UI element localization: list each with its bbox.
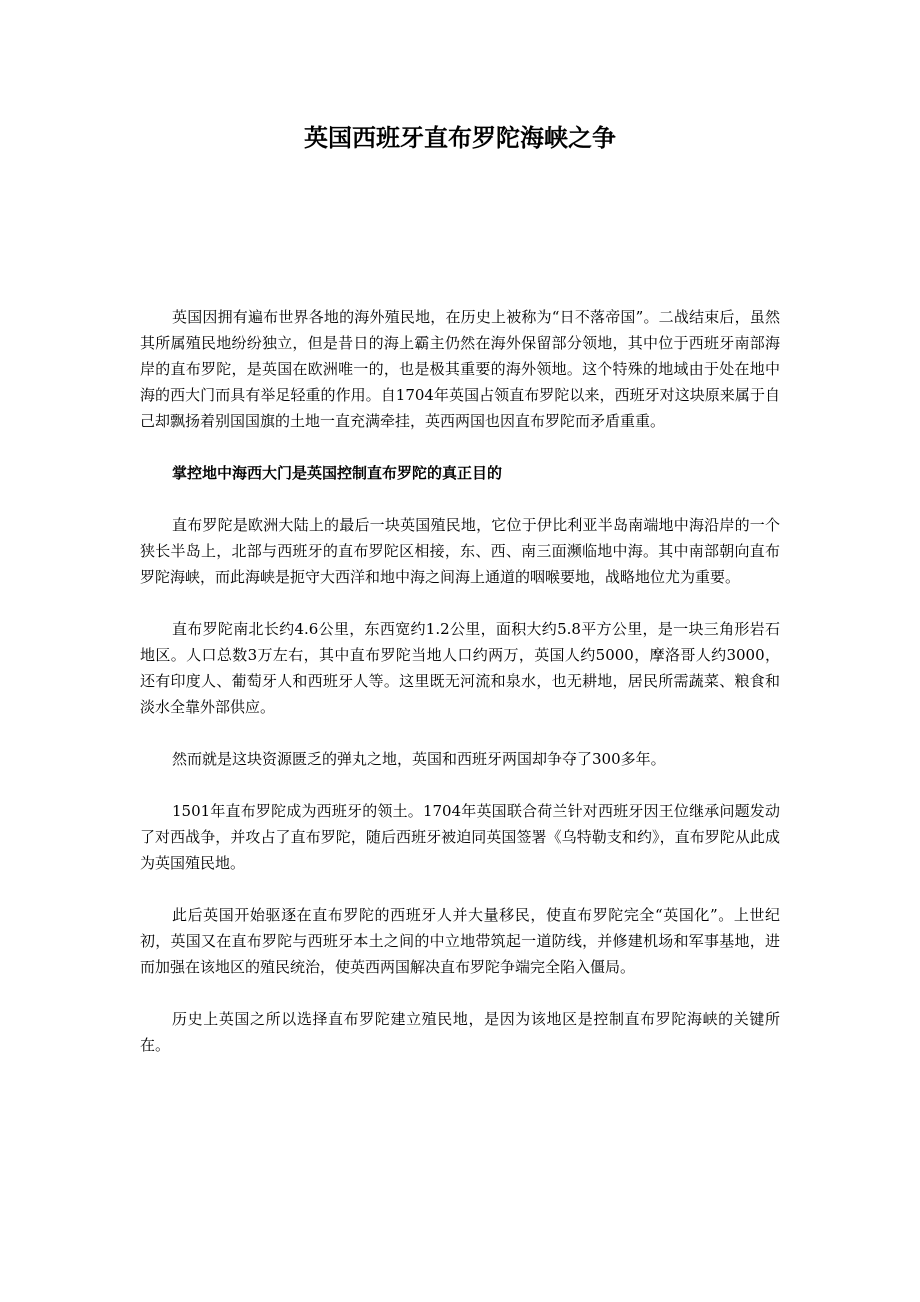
paragraph-location: 直布罗陀是欧洲大陆上的最后一块英国殖民地，它位于伊比利亚半岛南端地中海沿岸的一个狭长半岛上，北部与西班牙的直布罗陀区相接，东、西、南三面濒临地中海。其中南部朝向直布罗陀海峡，而此海峡是扼守大西洋和地中海之间海上通道的咽喉要地，战略地位尤为重要。 <box>140 516 780 586</box>
paragraph-anglicization: 此后英国开始驱逐在直布罗陀的西班牙人并大量移民，使直布罗陀完全“英国化”。上世纪初，英国又在直布罗陀与西班牙本土之间的中立地带筑起一道防线，并修建机场和军事基地，进而加强在该地区的殖民统治，使英西两国解决直布罗陀争端完全陷入僵局。 <box>140 906 780 976</box>
paragraph-intro: 英国因拥有遍布世界各地的海外殖民地，在历史上被称为“日不落帝国”。二战结束后，虽然其所属殖民地纷纷独立，但是昔日的海上霸主仍然在海外保留部分领地，其中位于西班牙南部海岸的直布罗陀，是英国在欧洲唯一的，也是极其重要的海外领地。这个特殊的地域由于处在地中海的西大门而具有举足轻重的作用。自1704年英国占领直布罗陀以来，西班牙对这块原来属于自己却飘扬着别国国旗的土地一直充满牵挂，英西两国也因直布罗陀而矛盾重重。 <box>140 308 780 430</box>
section-heading: 掌控地中海西大门是英国控制直布罗陀的真正目的 <box>172 464 503 482</box>
page-title: 英国西班牙直布罗陀海峡之争 <box>304 123 616 152</box>
paragraph-dispute: 然而就是这块资源匮乏的弹丸之地，英国和西班牙两国却争夺了300多年。 <box>172 750 666 768</box>
article-body <box>140 304 780 1084</box>
paragraph-reason: 历史上英国之所以选择直布罗陀建立殖民地，是因为该地区是控制直布罗陀海峡的关键所在。 <box>140 1010 780 1054</box>
paragraph-geography: 直布罗陀南北长约4.6公里，东西宽约1.2公里，面积大约5.8平方公里，是一块三角形岩石地区。人口总数3万左右，其中直布罗陀当地人口约两万，英国人约5000，摩洛哥人约3000，还有印度人、葡萄牙人和西班牙人等。这里既无河流和泉水，也无耕地，居民所需蔬菜、粮食和淡水全靠外部供应。 <box>140 620 780 716</box>
paragraph-history: 1501年直布罗陀成为西班牙的领土。1704年英国联合荷兰针对西班牙因王位继承问题发动了对西战争，并攻占了直布罗陀，随后西班牙被迫同英国签署《乌特勒支和约》，直布罗陀从此成为英国殖民地。 <box>140 802 780 872</box>
